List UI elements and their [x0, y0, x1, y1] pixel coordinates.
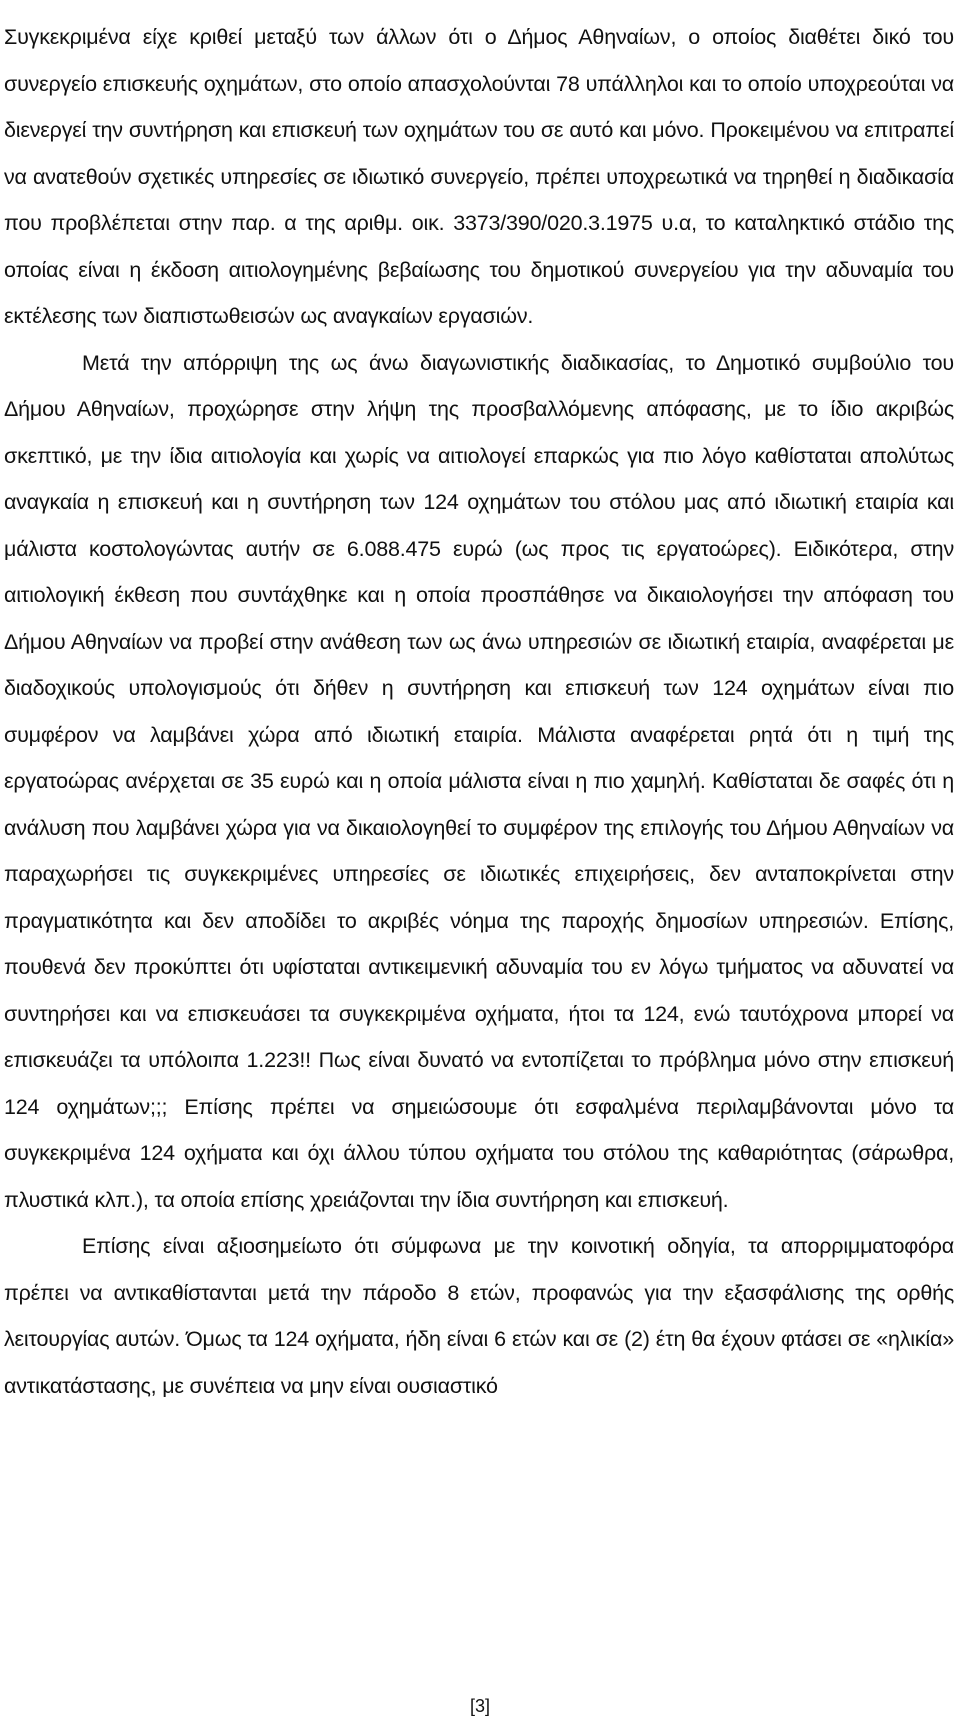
paragraph-3: Επίσης είναι αξιοσημείωτο ότι σύμφωνα με την κοινοτική οδηγία, τα απορριμματοφόρα πρέπει να αντικαθίστανται μετά την πάροδο 8 ετών, προφανώς για την εξασφάλισης της ορθής λειτουργίας αυτών. Όμως τα 124 οχήματα, ήδη είναι 6 ετών και σε (2) έτη θα έχουν φτάσει σε «ηλικία» αντικατάστασης, με συνέπεια να μην είναι ουσιαστικό	[4, 1234, 954, 1398]
page-number: [3]	[469, 1696, 490, 1716]
paragraph-1: Συγκεκριμένα είχε κριθεί μεταξύ των άλλων ότι ο Δήμος Αθηναίων, ο οποίος διαθέτει δικό του συνεργείο επισκευής οχημάτων, στο οποίο απασχολούνται 78 υπάλληλοι και το οποίο υποχρεούται να διενεργεί την συντήρηση και επισκευή των οχημάτων του σε αυτό και μόνο. Προκειμένου να επιτραπεί να ανατεθούν σχετικές υπηρεσίες σε ιδιωτικό συνεργείο, πρέπει υποχρεωτικά να τηρηθεί η διαδικασία που προβλέπεται στην παρ. α της αριθμ. οικ. 3373/390/020.3.1975 υ.α, το καταληκτικό στάδιο της οποίας είναι η έκδοση αιτιολογημένης βεβαίωσης του δημοτικού συνεργείου για την αδυναμία του εκτέλεσης των διαπιστωθεισών ως αναγκαίων εργασιών.	[4, 25, 954, 328]
paragraph-2: Μετά την απόρριψη της ως άνω διαγωνιστικής διαδικασίας, το Δημοτικό συμβούλιο του Δήμου Αθηναίων, προχώρησε στην λήψη της προσβαλλόμενης απόφασης, με το ίδιο ακριβώς σκεπτικό, με την ίδια αιτιολογία και χωρίς να αιτιολογεί επαρκώς για πιο λόγο καθίσταται απολύτως αναγκαία η επισκευή και η συντήρηση των 124 οχημάτων του στόλου μας από ιδιωτική εταιρία και μάλιστα κοστολογώντας αυτήν σε 6.088.475 ευρώ (ως προς τις εργατοώρες). Ειδικότερα, στην αιτιολογική έκθεση που συντάχθηκε και η οποία προσπάθησε να δικαιολογήσει την απόφαση του Δήμου Αθηναίων να προβεί στην ανάθεση των ως άνω υπηρεσιών σε ιδιωτική εταιρία, αναφέρεται με διαδοχικούς υπολογισμούς ότι δήθεν η συντήρηση και επισκευή των 124 οχημάτων είναι πιο συμφέρον να λαμβάνει χώρα από ιδιωτική εταιρία. Μάλιστα αναφέρεται ρητά ότι η τιμή της εργατοώρας ανέρχεται σε 35 ευρώ και η οποία μάλιστα είναι η πιο χαμηλή. Καθίσταται δε σαφές ότι η ανάλυση που λαμβάνει χώρα για να δικαιολογηθεί το συμφέρον της επιλογής του Δήμου Αθηναίων να παραχωρήσει τις συγκεκριμένες υπηρεσίες σε ιδιωτικές επιχειρήσεις, δεν ανταποκρίνεται στην πραγματικότητα και δεν αποδίδει το ακριβές νόημα της παροχής δημοσίων υπηρεσιών. Επίσης, πουθενά δεν προκύπτει ότι υφίσταται αντικειμενική αδυναμία του εν λόγω τμήματος να αδυνατεί να συντηρήσει και να επισκευάσει τα συγκεκριμένα οχήματα, ήτοι τα 124, ενώ ταυτόχρονα μπορεί να επισκευάζει τα υπόλοιπα 1.223!! Πως είναι δυνατό να εντοπίζεται το πρόβλημα μόνο στην επισκευή 124 οχημάτων;;; Επίσης πρέπει να σημειώσουμε ότι εσφαλμένα περιλαμβάνονται μόνο τα συγκεκριμένα 124 οχήματα και όχι άλλου τύπου οχήματα του στόλου της καθαριότητας (σάρωθρα, πλυστικά κλπ.), τα οποία επίσης χρειάζονται την ίδια συντήρηση και επισκευή.	[4, 350, 954, 1212]
